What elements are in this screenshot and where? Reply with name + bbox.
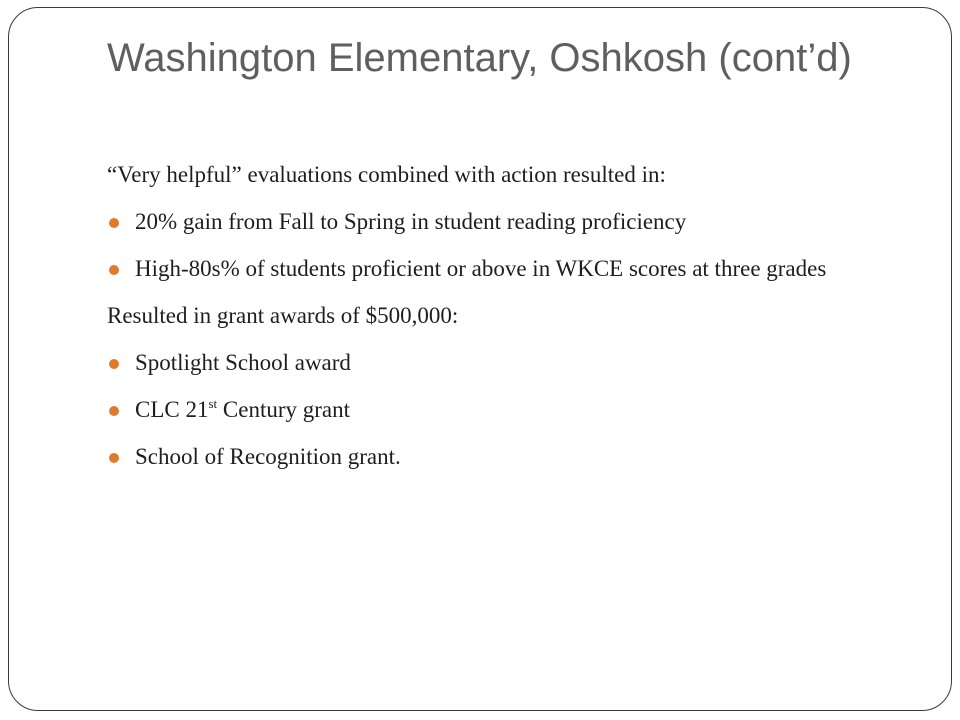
intro-text: “Very helpful” evaluations combined with action resulted in:: [107, 162, 666, 187]
bullet-text: 20% gain from Fall to Spring in student reading proficiency: [135, 209, 687, 234]
superscript-ordinal: st: [208, 396, 218, 411]
slide-body: [107, 160, 907, 489]
bullet-dot-icon: [109, 218, 119, 228]
bullet-item-recognition-grant: [107, 442, 907, 472]
bullet-item-spotlight-award: [107, 348, 907, 378]
bullet-item-reading-gain: [107, 207, 907, 237]
bullet-text-suffix: Century grant: [217, 397, 351, 422]
bullet-text-prefix: CLC 21: [135, 397, 209, 422]
grants-intro-text: Resulted in grant awards of $500,000:: [107, 303, 459, 328]
bullet-item-wkce-scores: [107, 254, 907, 284]
bullet-item-clc-grant: [107, 395, 907, 425]
bullet-dot-icon: [109, 265, 119, 275]
bullet-dot-icon: [109, 359, 119, 369]
bullet-text: School of Recognition grant.: [135, 444, 401, 469]
slide-title: Washington Elementary, Oshkosh (cont’d): [107, 36, 852, 80]
bullet-text: Spotlight School award: [135, 350, 351, 375]
bullet-dot-icon: [109, 453, 119, 463]
bullet-dot-icon: [109, 406, 119, 416]
bullet-text: High-80s% of students proficient or above in WKCE scores at three grades: [135, 256, 827, 281]
